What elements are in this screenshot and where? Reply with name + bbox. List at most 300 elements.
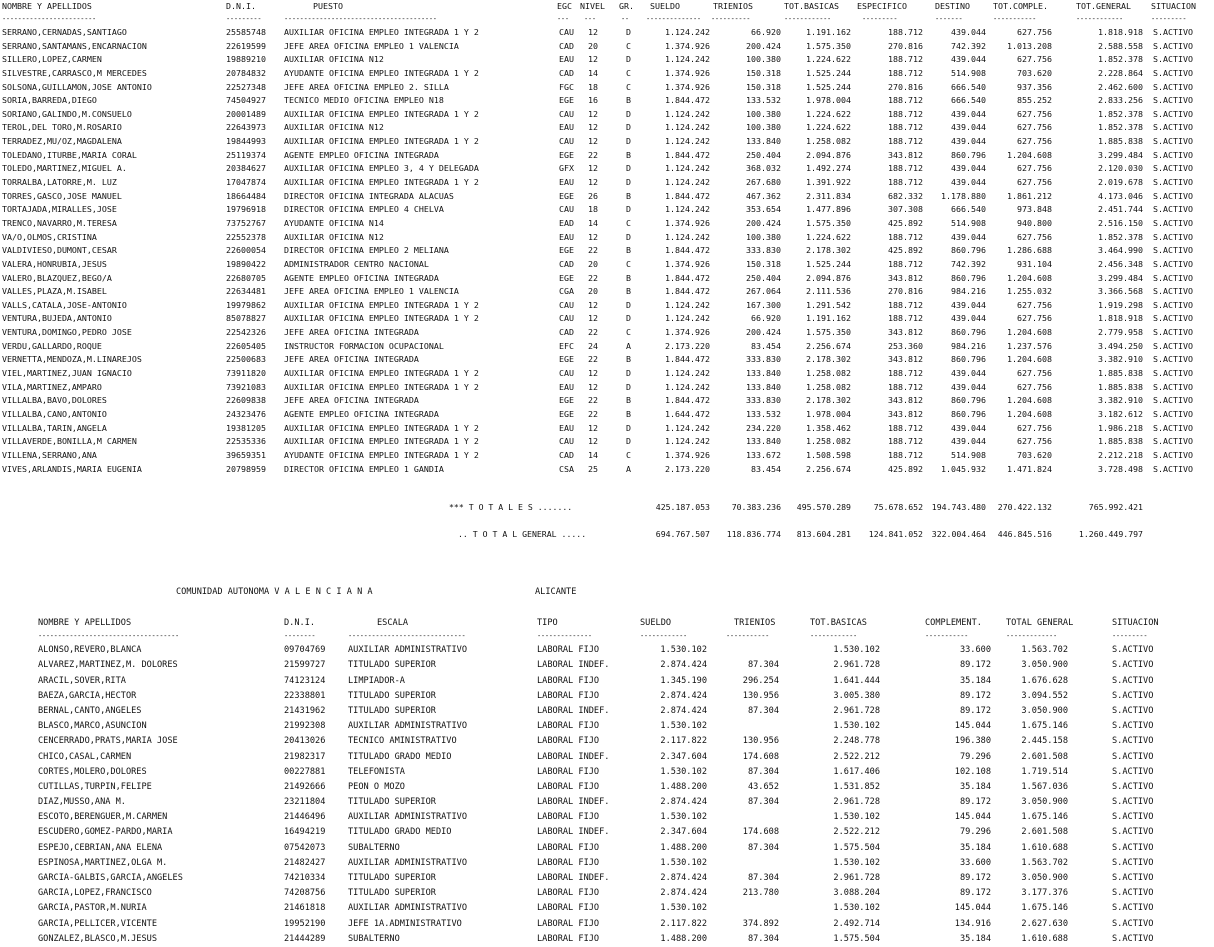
cell-totbasicas: 2.178.302 — [806, 354, 851, 365]
cell-totgeneral: 1.852.378 — [1098, 108, 1143, 119]
col2-header-dni: D.N.I. — [284, 618, 316, 628]
rule-especifico: --------- — [862, 15, 898, 23]
cell-dni: 17047874 — [226, 177, 266, 188]
rule2-dni: -------- — [284, 632, 316, 641]
cell-totbasicas: 2.111.536 — [806, 286, 851, 297]
cell-egc: CAD — [559, 327, 574, 338]
rule2-trienios: ----------- — [726, 632, 770, 641]
col2-header-name: NOMBRE Y APELLIDOS — [38, 618, 132, 628]
cell-especifico: 270.816 — [888, 81, 923, 92]
cell-egc: EGE — [559, 354, 574, 365]
cell-tipo: LABORAL FIJO — [537, 721, 600, 732]
cell-dni: 19796918 — [226, 204, 266, 215]
cell-totgeneral: 3.299.484 — [1098, 272, 1143, 283]
cell-situacion: S.ACTIVO — [1153, 81, 1193, 92]
cell-especifico: 188.712 — [888, 299, 923, 310]
cell-puesto: JEFE AREA OFICINA INTEGRADA — [284, 354, 419, 365]
cell-totgeneral: 3.050.900 — [1021, 873, 1068, 883]
cell-dni: 19979862 — [226, 299, 266, 310]
cell-tipo: LABORAL FIJO — [537, 736, 600, 747]
cell-totbasicas: 1.525.244 — [806, 67, 851, 78]
cell-name: VALERA,HONRUBIA,JESUS — [2, 258, 107, 269]
cell-gr: C — [626, 67, 631, 78]
rule2-name: ------------------------------------ — [38, 632, 179, 641]
cell-egc: CAU — [559, 299, 574, 310]
cell-nivel: 22 — [588, 395, 598, 406]
cell-sueldo: 1.844.472 — [665, 272, 710, 283]
table2-body — [0, 643, 1214, 947]
cell-totgeneral: 3.299.484 — [1098, 149, 1143, 160]
cell-destino: 439.044 — [951, 108, 986, 119]
cell-puesto: AUXILIAR OFICINA N12 — [284, 122, 384, 133]
cell-egc: CSA — [559, 463, 574, 474]
cell-totgeneral: 1.563.702 — [1021, 857, 1068, 868]
cell-totbasicas: 1.530.102 — [833, 903, 880, 914]
cell-totcomple: 1.204.608 — [1007, 149, 1052, 160]
table-row — [0, 886, 1214, 901]
cell-situacion: S.ACTIVO — [1153, 231, 1193, 242]
cell-trienios: 43.652 — [747, 781, 779, 792]
cell-totgeneral: 2.462.600 — [1098, 81, 1143, 92]
cell-escala: AUXILIAR ADMINISTRATIVO — [348, 903, 467, 914]
cell-especifico: 188.712 — [888, 381, 923, 392]
cell-name: SOLSONA,GUILLAMON,JOSE ANTONIO — [2, 81, 152, 92]
cell-trienios: 66.920 — [751, 27, 781, 37]
cell-destino: 666.540 — [951, 81, 986, 92]
rule2-totbasicas: ------------ — [810, 632, 857, 641]
cell-egc: EGE — [559, 190, 574, 201]
cell-totcomple: 627.756 — [1017, 108, 1052, 119]
cell-name: TOLEDANO,ITURBE,MARIA CORAL — [2, 149, 137, 160]
cell-complement: 89.172 — [959, 797, 991, 808]
cell-name: VENTURA,BUJEDA,ANTONIO — [2, 313, 112, 324]
cell-totcomple: 1.204.608 — [1007, 395, 1052, 406]
cell-puesto: AUXILIAR OFICINA EMPLEO INTEGRADA 1 Y 2 — [284, 422, 479, 433]
cell-egc: EAU — [559, 54, 574, 65]
cell-name: BLASCO,MARCO,ASUNCION — [38, 721, 147, 732]
cell-destino: 439.044 — [951, 54, 986, 65]
cell-totgeneral: 1.610.688 — [1021, 842, 1068, 853]
cell-sueldo: 1.488.200 — [660, 842, 707, 853]
cell-trienios: 133.672 — [746, 449, 781, 460]
cell-nivel: 20 — [588, 286, 598, 297]
cell-egc: CAU — [559, 313, 574, 324]
cell-sueldo: 2.874.424 — [660, 705, 707, 716]
cell-nivel: 12 — [588, 136, 598, 147]
cell-name: VIEL,MARTINEZ,JUAN IGNACIO — [2, 368, 132, 379]
col2-header-complement: COMPLEMENT. — [925, 618, 982, 628]
cell-dni: 74123124 — [284, 675, 326, 686]
cell-gr: D — [626, 177, 631, 188]
cell-name: ESPEJO,CEBRIAN,ANA ELENA — [38, 842, 163, 853]
cell-situacion: S.ACTIVO — [1153, 27, 1193, 37]
cell-totgeneral: 3.494.250 — [1098, 340, 1143, 351]
cell-totgeneral: 3.050.900 — [1021, 705, 1068, 716]
cell-egc: CAU — [559, 368, 574, 379]
cell-gr: B — [626, 395, 631, 406]
cell-nivel: 22 — [588, 149, 598, 160]
cell-totgeneral: 3.382.910 — [1098, 354, 1143, 365]
total-general-value: 694.767.507 — [655, 529, 710, 539]
cell-totbasicas: 1.525.244 — [806, 81, 851, 92]
cell-tipo: LABORAL FIJO — [537, 903, 600, 914]
table-row — [0, 780, 1214, 795]
cell-name: TORRES,GASCO,JOSE MANUEL — [2, 190, 122, 201]
cell-trienios: 174.608 — [742, 827, 779, 838]
cell-totcomple: 973.848 — [1017, 204, 1052, 215]
employee-table-2 — [0, 616, 1214, 947]
cell-destino: 984.216 — [951, 286, 986, 297]
cell-egc: EGE — [559, 272, 574, 283]
cell-totbasicas: 2.961.728 — [833, 705, 880, 716]
cell-situacion: S.ACTIVO — [1153, 163, 1193, 174]
cell-situacion: S.ACTIVO — [1112, 857, 1154, 868]
col-header-sueldo: SUELDO — [650, 1, 680, 11]
cell-puesto: INSTRUCTOR FORMACION OCUPACIONAL — [284, 340, 444, 351]
cell-egc: CAU — [559, 27, 574, 37]
col-header-dni: D.N.I. — [226, 1, 256, 11]
cell-name: VA/O,OLMOS,CRISTINA — [2, 231, 97, 242]
cell-especifico: 188.712 — [888, 136, 923, 147]
cell-dni: 22500683 — [226, 354, 266, 365]
cell-dni: 21492666 — [284, 781, 326, 792]
table-row — [0, 40, 1214, 54]
cell-situacion: S.ACTIVO — [1153, 381, 1193, 392]
cell-puesto: ADMINISTRADOR CENTRO NACIONAL — [284, 258, 429, 269]
cell-sueldo: 1.345.190 — [660, 675, 707, 686]
cell-escala: SUBALTERNO — [348, 933, 400, 944]
cell-especifico: 270.816 — [888, 40, 923, 51]
cell-name: CHICO,CASAL,CARMEN — [38, 751, 132, 762]
table-row — [0, 258, 1214, 272]
cell-sueldo: 1.124.242 — [665, 54, 710, 65]
cell-especifico: 343.812 — [888, 395, 923, 406]
rule2-escala: ------------------------------ — [348, 632, 466, 641]
cell-egc: EGE — [559, 408, 574, 419]
cell-especifico: 188.712 — [888, 436, 923, 447]
cell-sueldo: 2.117.822 — [660, 736, 707, 747]
table-row — [0, 734, 1214, 749]
cell-nivel: 12 — [588, 122, 598, 133]
cell-name: VALERO,BLAZQUEZ,BEGO/A — [2, 272, 112, 283]
col-header-destino: DESTINO — [935, 1, 970, 11]
cell-escala: TITULADO SUPERIOR — [348, 690, 436, 701]
cell-trienios: 250.404 — [746, 272, 781, 283]
cell-egc: EGE — [559, 95, 574, 106]
cell-dni: 22552378 — [226, 231, 266, 242]
cell-tipo: LABORAL FIJO — [537, 690, 600, 701]
cell-totgeneral: 3.382.910 — [1098, 395, 1143, 406]
cell-dni: 18664484 — [226, 190, 266, 201]
total-general-label: .. T O T A L GENERAL ..... — [458, 529, 587, 539]
cell-trienios: 133.840 — [746, 436, 781, 447]
cell-sueldo: 1.374.926 — [665, 327, 710, 338]
cell-egc: EAD — [559, 217, 574, 228]
cell-name: TEROL,DEL TORO,M.ROSARIO — [2, 122, 122, 133]
cell-trienios: 200.424 — [746, 217, 781, 228]
cell-totbasicas: 2.178.302 — [806, 395, 851, 406]
cell-dni: 19381205 — [226, 422, 266, 433]
cell-situacion: S.ACTIVO — [1112, 873, 1154, 883]
cell-dni: 22542326 — [226, 327, 266, 338]
table-row — [0, 53, 1214, 67]
cell-nivel: 26 — [588, 190, 598, 201]
cell-nivel: 18 — [588, 81, 598, 92]
col-header-totgeneral: TOT.GENERAL — [1076, 1, 1131, 11]
cell-name: CENCERRADO,PRATS,MARIA JOSE — [38, 736, 178, 747]
cell-situacion: S.ACTIVO — [1153, 327, 1193, 338]
cell-puesto: AUXILIAR OFICINA EMPLEO INTEGRADA 1 Y 2 — [284, 368, 479, 379]
cell-name: VERDU,GALLARDO,ROQUE — [2, 340, 102, 351]
cell-complement: 35.184 — [959, 781, 991, 792]
table-row — [0, 312, 1214, 326]
cell-egc: CAU — [559, 436, 574, 447]
cell-destino: 439.044 — [951, 299, 986, 310]
table1-header — [0, 0, 1214, 14]
cell-sueldo: 1.844.472 — [665, 245, 710, 256]
cell-tipo: LABORAL INDEF. — [537, 751, 610, 762]
cell-situacion: S.ACTIVO — [1112, 888, 1154, 899]
table-row — [0, 367, 1214, 381]
cell-dni: 21461818 — [284, 903, 326, 914]
cell-complement: 35.184 — [959, 842, 991, 853]
cell-situacion: S.ACTIVO — [1112, 842, 1154, 853]
rule-trienios: ---------- — [711, 15, 751, 23]
cell-dni: 16494219 — [284, 827, 326, 838]
cell-totbasicas: 1.224.622 — [806, 231, 851, 242]
cell-sueldo: 2.874.424 — [660, 690, 707, 701]
table-row — [0, 704, 1214, 719]
col2-header-totgeneral: TOTAL GENERAL — [1006, 618, 1074, 628]
cell-tipo: LABORAL FIJO — [537, 857, 600, 868]
cell-trienios: 368.032 — [746, 163, 781, 174]
cell-dni: 22600054 — [226, 245, 266, 256]
cell-destino: 439.044 — [951, 122, 986, 133]
rule-nivel: --- — [584, 15, 596, 23]
cell-totbasicas: 1.492.274 — [806, 163, 851, 174]
table-row — [0, 149, 1214, 163]
cell-nivel: 12 — [588, 381, 598, 392]
cell-name: ESCUDERO,GOMEZ-PARDO,MARIA — [38, 827, 173, 838]
cell-totbasicas: 3.088.204 — [833, 888, 880, 899]
cell-egc: EGE — [559, 245, 574, 256]
cell-tipo: LABORAL FIJO — [537, 675, 600, 686]
cell-situacion: S.ACTIVO — [1112, 690, 1154, 701]
cell-totbasicas: 1.530.102 — [833, 645, 880, 656]
cell-trienios: 234.220 — [746, 422, 781, 433]
cell-destino: 860.796 — [951, 272, 986, 283]
cell-especifico: 188.712 — [888, 258, 923, 269]
cell-gr: B — [626, 354, 631, 365]
cell-destino: 860.796 — [951, 149, 986, 160]
cell-trienios: 333.830 — [746, 245, 781, 256]
cell-puesto: JEFE AREA OFICINA INTEGRADA — [284, 327, 419, 338]
cell-especifico: 188.712 — [888, 163, 923, 174]
cell-gr: D — [626, 381, 631, 392]
cell-totcomple: 627.756 — [1017, 381, 1052, 392]
cell-situacion: S.ACTIVO — [1112, 812, 1154, 823]
cell-totbasicas: 1.617.406 — [833, 766, 880, 777]
col2-header-totbasicas: TOT.BASICAS — [810, 618, 867, 628]
cell-puesto: DIRECTOR OFICINA EMPLEO 1 GANDIA — [284, 463, 444, 474]
cell-situacion: S.ACTIVO — [1153, 286, 1193, 297]
total-general-value: 322.004.464 — [931, 529, 986, 539]
cell-especifico: 188.712 — [888, 95, 923, 106]
cell-totcomple: 1.255.032 — [1007, 286, 1052, 297]
cell-trienios: 100.380 — [746, 231, 781, 242]
rule-situacion: --------- — [1151, 15, 1187, 23]
cell-totgeneral: 2.627.630 — [1021, 918, 1068, 929]
cell-destino: 439.044 — [951, 136, 986, 147]
cell-totbasicas: 1.525.244 — [806, 258, 851, 269]
cell-situacion: S.ACTIVO — [1112, 736, 1154, 747]
cell-puesto: AGENTE EMPLEO OFICINA INTEGRADA — [284, 408, 439, 419]
cell-totcomple: 627.756 — [1017, 422, 1052, 433]
cell-gr: A — [626, 463, 631, 474]
cell-escala: JEFE 1A.ADMINISTRATIVO — [348, 918, 462, 929]
cell-especifico: 188.712 — [888, 449, 923, 460]
table-row — [0, 94, 1214, 108]
cell-totcomple: 1.471.824 — [1007, 463, 1052, 474]
cell-dni: 21444289 — [284, 933, 326, 944]
cell-destino: 439.044 — [951, 368, 986, 379]
table-row — [0, 643, 1214, 658]
cell-nivel: 20 — [588, 258, 598, 269]
cell-totgeneral: 2.212.218 — [1098, 449, 1143, 460]
cell-totbasicas: 1.258.082 — [806, 136, 851, 147]
cell-puesto: AYUDANTE OFICINA EMPLEO INTEGRADA 1 Y 2 — [284, 449, 479, 460]
cell-name: GARCIA,LOPEZ,FRANCISCO — [38, 888, 152, 899]
cell-trienios: 213.780 — [742, 888, 779, 899]
col-header-egc: EGC — [557, 1, 572, 11]
cell-name: VILLAVERDE,BONILLA,M CARMEN — [2, 436, 137, 447]
cell-puesto: JEFE AREA OFICINA EMPLEO 1 VALENCIA — [284, 40, 459, 51]
cell-dni: 74210334 — [284, 873, 326, 883]
cell-situacion: S.ACTIVO — [1153, 354, 1193, 365]
table-row — [0, 26, 1214, 40]
cell-totbasicas: 2.522.212 — [833, 751, 880, 762]
cell-totbasicas: 1.224.622 — [806, 54, 851, 65]
cell-totgeneral: 2.779.958 — [1098, 327, 1143, 338]
cell-totgeneral: 3.050.900 — [1021, 660, 1068, 671]
cell-totbasicas: 1.575.350 — [806, 327, 851, 338]
cell-sueldo: 1.374.926 — [665, 449, 710, 460]
cell-escala: SUBALTERNO — [348, 842, 400, 853]
cell-totcomple: 1.204.608 — [1007, 272, 1052, 283]
cell-name: ARACIL,SOVER,RITA — [38, 675, 126, 686]
cell-dni: 39659351 — [226, 449, 266, 460]
cell-egc: EFC — [559, 340, 574, 351]
cell-sueldo: 2.173.220 — [665, 340, 710, 351]
cell-totbasicas: 1.575.504 — [833, 842, 880, 853]
cell-dni: 74504927 — [226, 95, 266, 106]
cell-complement: 89.172 — [959, 690, 991, 701]
cell-dni: 73752767 — [226, 217, 266, 228]
cell-totgeneral: 1.852.378 — [1098, 231, 1143, 242]
cell-especifico: 253.360 — [888, 340, 923, 351]
cell-name: SILLERO,LOPEZ,CARMEN — [2, 54, 102, 65]
cell-puesto: AGENTE EMPLEO OFICINA INTEGRADA — [284, 149, 439, 160]
cell-situacion: S.ACTIVO — [1153, 340, 1193, 351]
cell-escala: TITULADO SUPERIOR — [348, 660, 436, 671]
cell-nivel: 12 — [588, 231, 598, 242]
cell-dni: 22619599 — [226, 40, 266, 51]
cell-totbasicas: 1.224.622 — [806, 108, 851, 119]
cell-especifico: 188.712 — [888, 27, 923, 37]
cell-totgeneral: 1.675.146 — [1021, 812, 1068, 823]
table-row — [0, 203, 1214, 217]
table1-header-rule — [0, 14, 1214, 26]
cell-especifico: 188.712 — [888, 67, 923, 78]
cell-name: GARCIA,PASTOR,M.NURIA — [38, 903, 147, 914]
cell-situacion: S.ACTIVO — [1112, 918, 1154, 929]
cell-destino: 860.796 — [951, 395, 986, 406]
cell-sueldo: 2.173.220 — [665, 463, 710, 474]
cell-tipo: LABORAL INDEF. — [537, 873, 610, 883]
cell-name: CORTES,MOLERO,DOLORES — [38, 766, 147, 777]
cell-totcomple: 703.620 — [1017, 67, 1052, 78]
cell-situacion: S.ACTIVO — [1112, 781, 1154, 792]
cell-complement: 145.044 — [954, 721, 991, 732]
cell-situacion: S.ACTIVO — [1153, 422, 1193, 433]
table-row — [0, 381, 1214, 395]
cell-nivel: 12 — [588, 299, 598, 310]
table1-body — [0, 26, 1214, 476]
cell-trienios: 150.318 — [746, 81, 781, 92]
cell-totbasicas: 1.191.162 — [806, 27, 851, 37]
cell-dni: 85078827 — [226, 313, 266, 324]
cell-totgeneral: 2.019.678 — [1098, 177, 1143, 188]
rule-sueldo: -------------- — [646, 15, 701, 23]
cell-dni: 73921083 — [226, 381, 266, 392]
cell-trienios: 167.300 — [746, 299, 781, 310]
cell-situacion: S.ACTIVO — [1153, 258, 1193, 269]
cell-trienios: 130.956 — [742, 736, 779, 747]
table-row — [0, 176, 1214, 190]
cell-name: TORTAJADA,MIRALLES,JOSE — [2, 204, 117, 215]
cell-sueldo: 2.347.604 — [660, 827, 707, 838]
cell-dni: 22609838 — [226, 395, 266, 406]
cell-egc: EGE — [559, 395, 574, 406]
col-header-nivel: NIVEL — [580, 1, 605, 11]
cell-nivel: 22 — [588, 327, 598, 338]
cell-nivel: 14 — [588, 449, 598, 460]
cell-tipo: LABORAL INDEF. — [537, 797, 610, 808]
cell-nivel: 12 — [588, 436, 598, 447]
cell-puesto: AUXILIAR OFICINA EMPLEO INTEGRADA 1 Y 2 — [284, 136, 479, 147]
table-row — [0, 326, 1214, 340]
cell-especifico: 188.712 — [888, 231, 923, 242]
cell-gr: D — [626, 436, 631, 447]
cell-trienios: 353.654 — [746, 204, 781, 215]
cell-complement: 33.600 — [959, 645, 991, 656]
cell-trienios: 467.362 — [746, 190, 781, 201]
table-row — [0, 217, 1214, 231]
table-row — [0, 81, 1214, 95]
col2-header-tipo: TIPO — [537, 618, 558, 628]
table-row — [0, 108, 1214, 122]
cell-trienios: 87.304 — [747, 842, 779, 853]
cell-totcomple: 627.756 — [1017, 136, 1052, 147]
cell-totbasicas: 2.178.302 — [806, 245, 851, 256]
cell-sueldo: 1.124.242 — [665, 299, 710, 310]
cell-complement: 79.296 — [959, 751, 991, 762]
cell-gr: B — [626, 245, 631, 256]
cell-dni: 19889210 — [226, 54, 266, 65]
cell-puesto: JEFE AREA OFICINA EMPLEO 1 VALENCIA — [284, 286, 459, 297]
col-header-totbasicas: TOT.BASICAS — [784, 1, 839, 11]
col2-header-escala: ESCALA — [377, 618, 409, 628]
